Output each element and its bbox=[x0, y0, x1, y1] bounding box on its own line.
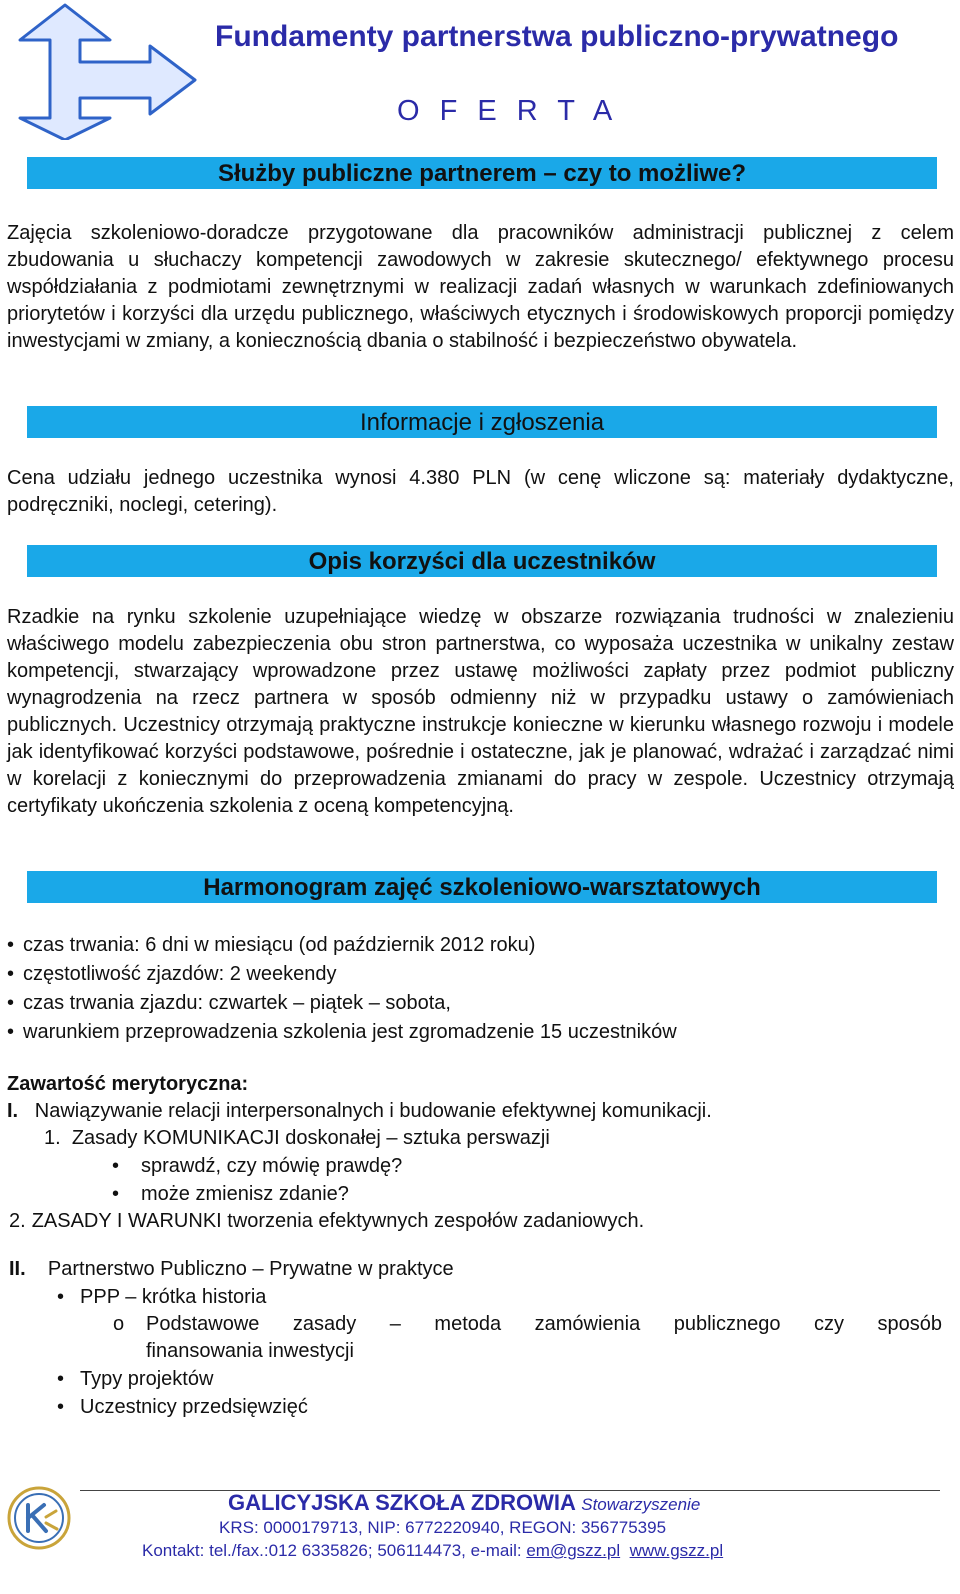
list-item: • częstotliwość zjazdów: 2 weekendy bbox=[7, 960, 677, 989]
offer-label: O F E R T A bbox=[397, 95, 619, 127]
list-item: • sprawdź, czy mówię prawdę? bbox=[112, 1155, 403, 1177]
organization-emblem bbox=[6, 1485, 72, 1551]
page-title: Fundamenty partnerstwa publiczno-prywatnego bbox=[215, 20, 899, 53]
section-heading-schedule: Harmonogram zajęć szkoleniowo-warsztatowych bbox=[27, 871, 937, 903]
list-item-continuation: finansowania inwestycji bbox=[146, 1340, 354, 1362]
benefits-description: Rzadkie na rynku szkolenie uzupełniające wiedzę w obszarze rozwiązania trudności w znalezieniu właściwego modelu zabezpieczenia obu stron partnerstwa, co wyposaża uczestnika w unikalny zestaw kompetencji, stwarzający wprowadzone przez ustawę możliwości zapłaty przez podmiot publiczny wynagrodzenia na rzecz partnera w sposób odmienny niż w przypadku ustawy o zamówieniach publicznych. Uczestnicy otrzymają praktyczne instrukcje konieczne w kierunku własnego rozwoju i modele jak identyfikować korzyści podstawowe, pośrednie i ostateczne, jak je planować, wdrażać i zarządzać nimi w korelacji z koniecznymi do przeprowadzenia zmianami do pracy w zespole. Uczestnicy otrzymają certyfikaty ukończenia szkolenia z oceną kompetencyjną. bbox=[7, 606, 954, 817]
footer-organization: GALICYJSKA SZKOŁA ZDROWIA Stowarzyszenie bbox=[228, 1490, 701, 1515]
part-title: Partnerstwo Publiczno – Prywatne w praktyce bbox=[47, 1258, 454, 1280]
part-title: Nawiązywanie relacji interpersonalnych i budowanie efektywnej komunikacji. bbox=[34, 1100, 712, 1122]
footer-registry: KRS: 0000179713, NIP: 6772220940, REGON: 356775395 bbox=[219, 1518, 667, 1537]
schedule-list bbox=[7, 931, 677, 1047]
list-item: • może zmienisz zdanie? bbox=[112, 1183, 349, 1205]
part-one-item-1: 1. Zasady KOMUNIKACJI doskonałej – sztuka perswazji bbox=[44, 1127, 550, 1149]
section-heading-info: Informacje i zgłoszenia bbox=[27, 406, 937, 438]
list-item: • PPP – krótka historia bbox=[57, 1286, 267, 1308]
list-item: • Uczestnicy przedsięwzięć bbox=[57, 1396, 308, 1418]
price-info: Cena udziału jednego uczestnika wynosi 4.380 PLN (w cenę wliczone są: materiały dydaktyczne, podręczniki, noclegi, cetering). bbox=[7, 467, 954, 516]
list-item: • Typy projektów bbox=[57, 1368, 214, 1390]
website-link[interactable]: www.gszz.pl bbox=[629, 1541, 724, 1560]
part-number: II. bbox=[9, 1258, 26, 1280]
list-item: • czas trwania zjazdu: czwartek – piątek – sobota, bbox=[7, 989, 677, 1018]
services-description: Zajęcia szkoleniowo-doradcze przygotowane dla pracowników administracji publicznej z celem zbudowania u słuchaczy kompetencji zawodowych w zakresie skutecznego/ efektywnego procesu współdziałania z podmiotami zewnętrznymi w realizacji zadań własnych w warunkach zdefiniowanych priorytetów i korzyści dla urzędu publicznego, właściwych etycznych i środowiskowych proporcji pomiędzy inwestycjami w zmiany, a koniecznością dbania o stabilność i bezpieczeństwo obywatela. bbox=[7, 222, 954, 352]
footer-contact: Kontakt: tel./fax.:012 6335826; 506114473, e-mail: em@gszz.pl www.gszz.pl bbox=[142, 1541, 724, 1560]
part-number: I. bbox=[7, 1100, 19, 1122]
list-item: • warunkiem przeprowadzenia szkolenia jest zgromadzenie 15 uczestników bbox=[7, 1018, 677, 1047]
arrows-logo bbox=[10, 0, 200, 140]
content-heading: Zawartość merytoryczna: bbox=[7, 1073, 249, 1095]
part-one bbox=[7, 1098, 712, 1125]
email-link[interactable]: em@gszz.pl bbox=[526, 1541, 621, 1560]
section-heading-benefits: Opis korzyści dla uczestników bbox=[27, 545, 937, 577]
section-heading-services: Służby publiczne partnerem – czy to możliwe? bbox=[27, 157, 937, 189]
list-item: • czas trwania: 6 dni w miesiącu (od październik 2012 roku) bbox=[7, 931, 677, 960]
part-two bbox=[9, 1256, 454, 1283]
part-one-item-2: 2. ZASADY I WARUNKI tworzenia efektywnych zespołów zadaniowych. bbox=[9, 1210, 645, 1232]
list-item: o Podstawowe zasady – metoda zamówienia publicznego czy sposób bbox=[113, 1313, 942, 1335]
